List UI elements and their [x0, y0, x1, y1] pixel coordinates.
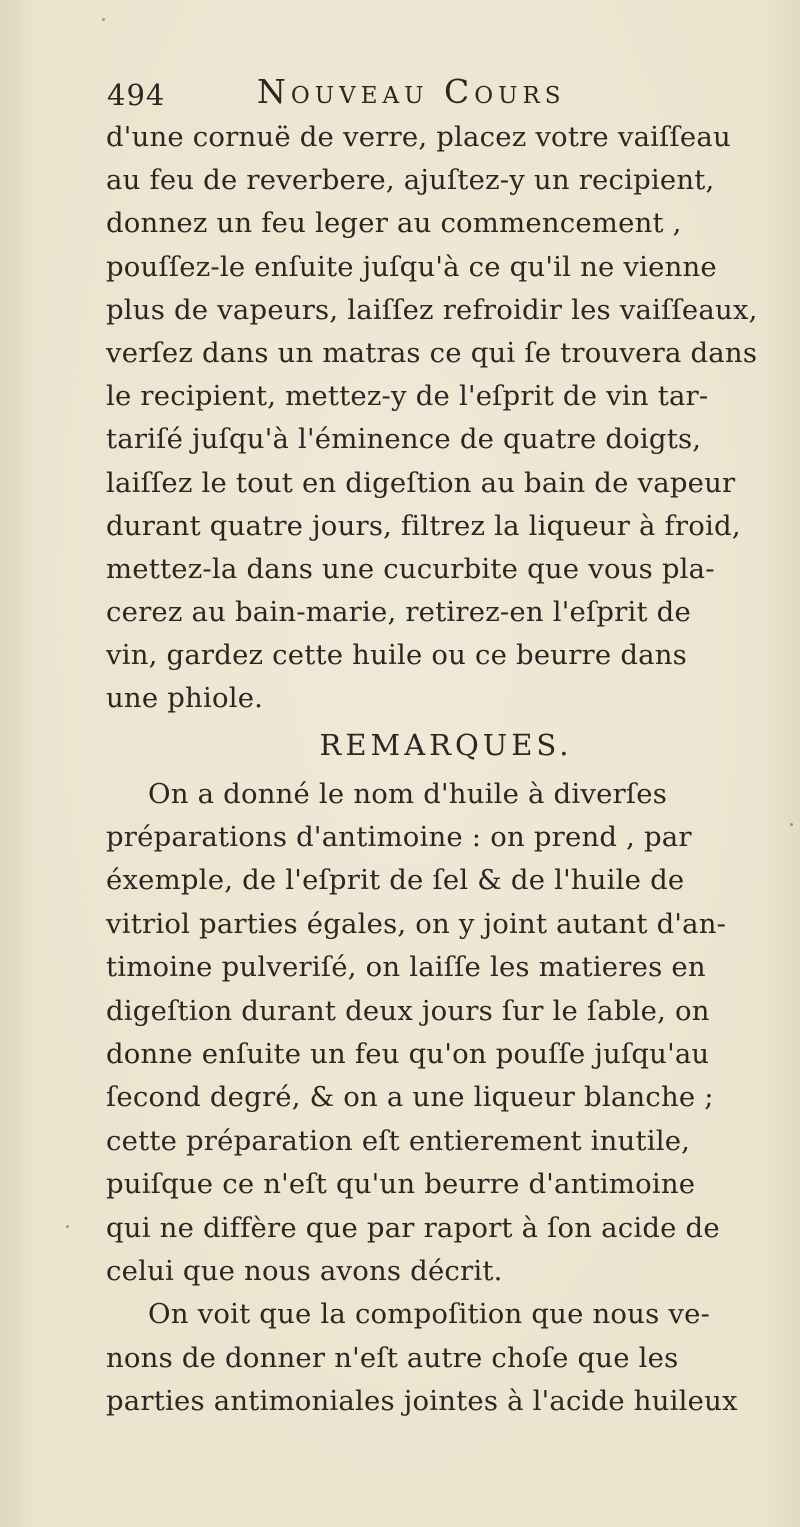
paper-speck [66, 1225, 69, 1228]
text-line: au feu de reverbere, ajuſtez-y un recipient, [106, 164, 715, 197]
text-line: puiſque ce n'eſt qu'un beurre d'antimoine [106, 1168, 696, 1201]
text-line: préparations d'antimoine : on prend , par [106, 821, 692, 854]
text-line: plus de vapeurs, laiſſez refroidir les vaiſſeaux, [106, 293, 758, 326]
page-header [107, 72, 627, 116]
paper-speck [102, 18, 105, 21]
text-line: timoine pulveriſé, on laiſſe les matieres en [106, 951, 706, 984]
text-line: parties antimoniales jointes à l'acide huileux [106, 1385, 738, 1418]
paragraph-1 [106, 116, 766, 721]
text-line: On voit que la compoſition que nous ve- [148, 1298, 711, 1331]
body-text [106, 116, 766, 1423]
paper-speck [790, 823, 793, 826]
text-line: le recipient, mettez-y de l'eſprit de vin tar- [106, 380, 709, 413]
text-line: cerez au bain-marie, retirez-en l'eſprit de [106, 596, 691, 629]
text-line: ſecond degré, & on a une liqueur blanche ; [106, 1081, 714, 1114]
text-line: éxemple, de l'eſprit de ſel & de l'huile de [106, 864, 685, 897]
text-line: digeſtion durant deux jours ſur le ſable, on [106, 994, 710, 1027]
text-line: pouſſez-le enſuite juſqu'à ce qu'il ne vienne [106, 250, 717, 283]
text-line: celui que nous avons décrit. [106, 1254, 503, 1287]
text-line: mettez-la dans une cucurbite que vous pla- [106, 552, 715, 585]
paragraph-3 [106, 1293, 766, 1423]
section-heading: REMARQUES. [319, 727, 573, 762]
text-line: donne enſuite un feu qu'on pouſſe juſqu'au [106, 1037, 710, 1070]
text-line: vin, gardez cette huile ou ce beurre dans [106, 639, 687, 672]
text-line: laiſſez le tout en digeſtion au bain de vapeur [106, 466, 736, 499]
text-line: donnez un feu leger au commencement , [106, 207, 682, 240]
text-line: verſez dans un matras ce qui ſe trouvera dans [106, 336, 758, 369]
text-line: une phiole. [106, 682, 264, 715]
text-line: On a donné le nom d'huile à diverſes [148, 777, 668, 810]
text-line: qui ne diffère que par raport à ſon acide de [106, 1211, 720, 1244]
text-line: d'une cornuë de verre, placez votre vaiſſeau [106, 121, 731, 153]
text-line: vitriol parties égales, on y joint autant d'an- [106, 907, 727, 940]
running-head: Nouveau Cours [257, 72, 566, 111]
text-line: tariſé juſqu'à l'éminence de quatre doigts, [106, 423, 702, 456]
text-line: nons de donner n'eſt autre choſe que les [106, 1341, 679, 1374]
page-number: 494 [107, 78, 166, 112]
text-line: durant quatre jours, filtrez la liqueur à froid, [106, 509, 741, 542]
text-line: cette préparation eſt entierement inutile, [106, 1124, 691, 1157]
paragraph-2 [106, 773, 766, 1294]
